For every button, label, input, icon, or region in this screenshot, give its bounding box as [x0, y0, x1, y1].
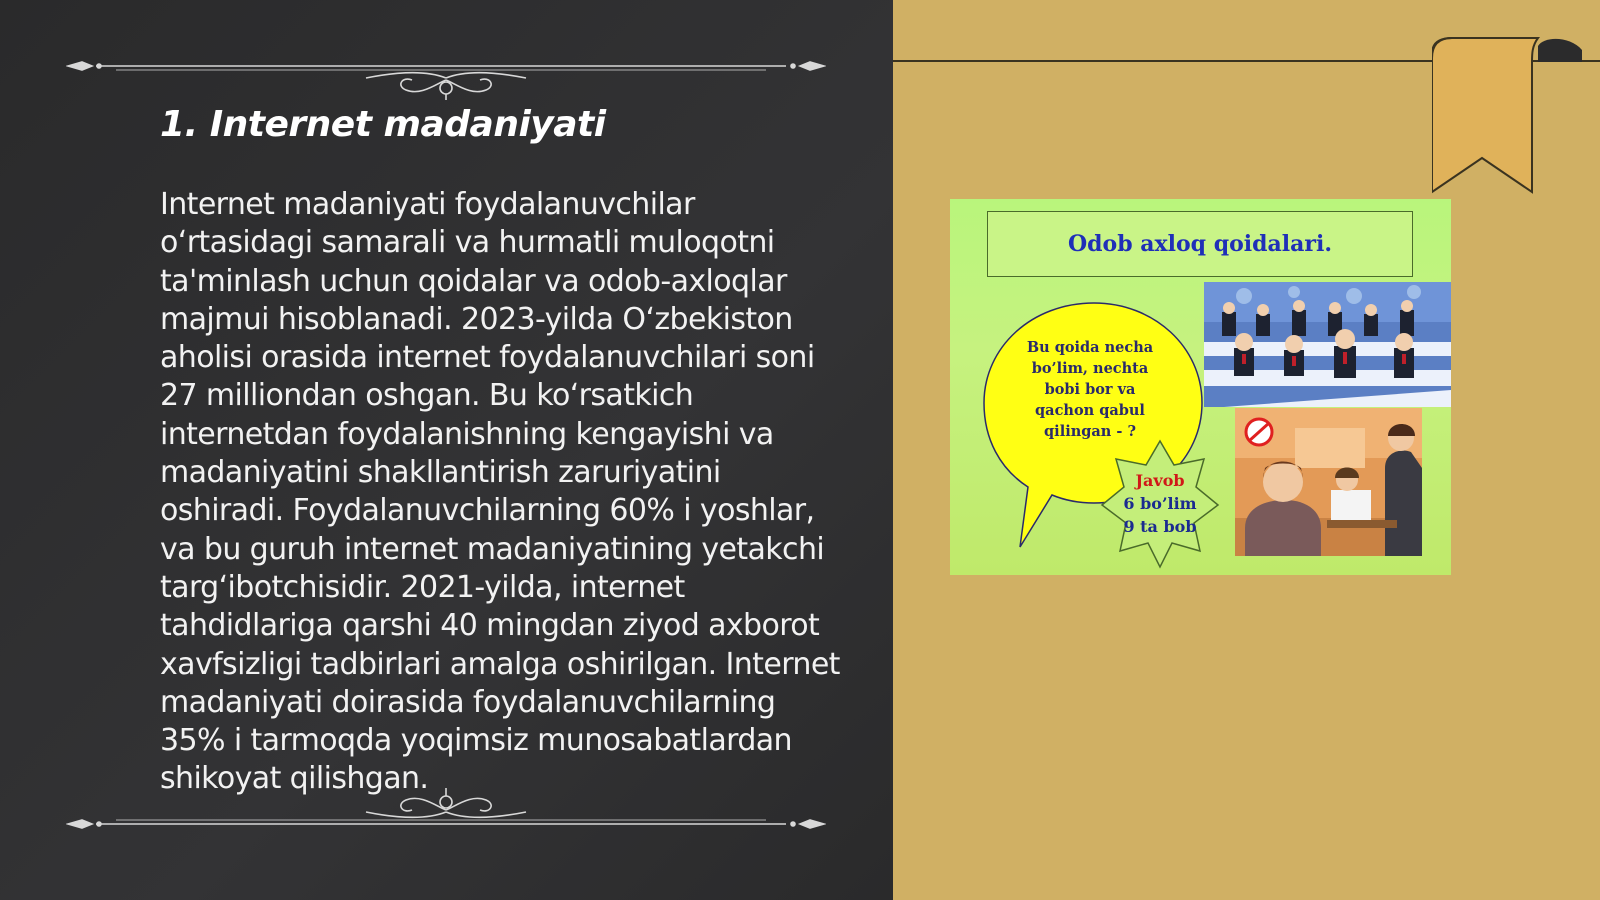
- answer-text: [1108, 469, 1212, 538]
- rules-illustration: [950, 199, 1451, 575]
- ornament-divider-top: [66, 40, 826, 100]
- illustration-title: Odob axloq qoidalari.: [1068, 231, 1332, 257]
- classroom-photo-students: [1204, 282, 1451, 407]
- ornament-divider-bottom: [66, 774, 826, 834]
- illustration-title-box: [987, 211, 1413, 277]
- speech-bubble-text: Bu qoida necha bo’lim, nechta bobi bor va qachon qabul qilingan - ?: [1026, 339, 1154, 440]
- classroom-photo-teacher: [1235, 408, 1422, 556]
- slide-body-text: Internet madaniyati foydalanuvchilar o‘rtasidagi samarali va hurmatli muloqotni ta'minlash uchun qoidalar va odob-axloqlar majmui hisoblanadi. 2023-yilda O‘zbekiston aholisi orasida internet foydalanuvchilari soni 27 milliondan oshgan. Bu ko‘rsatkich internetdan foydalanishning kengayishi va madaniyatini shakllantirish zaruriyatini oshiradi. Foydalanuvchilarning 60% i yoshlar, va bu guruh internet madaniyatining yetakchi targ‘ibotchisidir. 2021-yilda, internet tahdidlariga qarshi 40 mingdan ziyod axborot xavfsizligi tadbirlari amalga oshirilgan. Internet madaniyati doirasida foydalanuvchilarning 35% i tarmoqda yoqimsiz munosabatlardan shikoyat qilishgan.: [160, 187, 840, 797]
- answer-line-2: 9 ta bob: [1123, 517, 1197, 536]
- answer-label: Javob: [1135, 471, 1185, 490]
- no-phone-icon: [1246, 419, 1272, 445]
- answer-line-1: 6 bo’lim: [1123, 494, 1197, 513]
- slide-title: 1. Internet madaniyati: [160, 104, 606, 145]
- ribbon-bookmark-icon: [1432, 36, 1582, 200]
